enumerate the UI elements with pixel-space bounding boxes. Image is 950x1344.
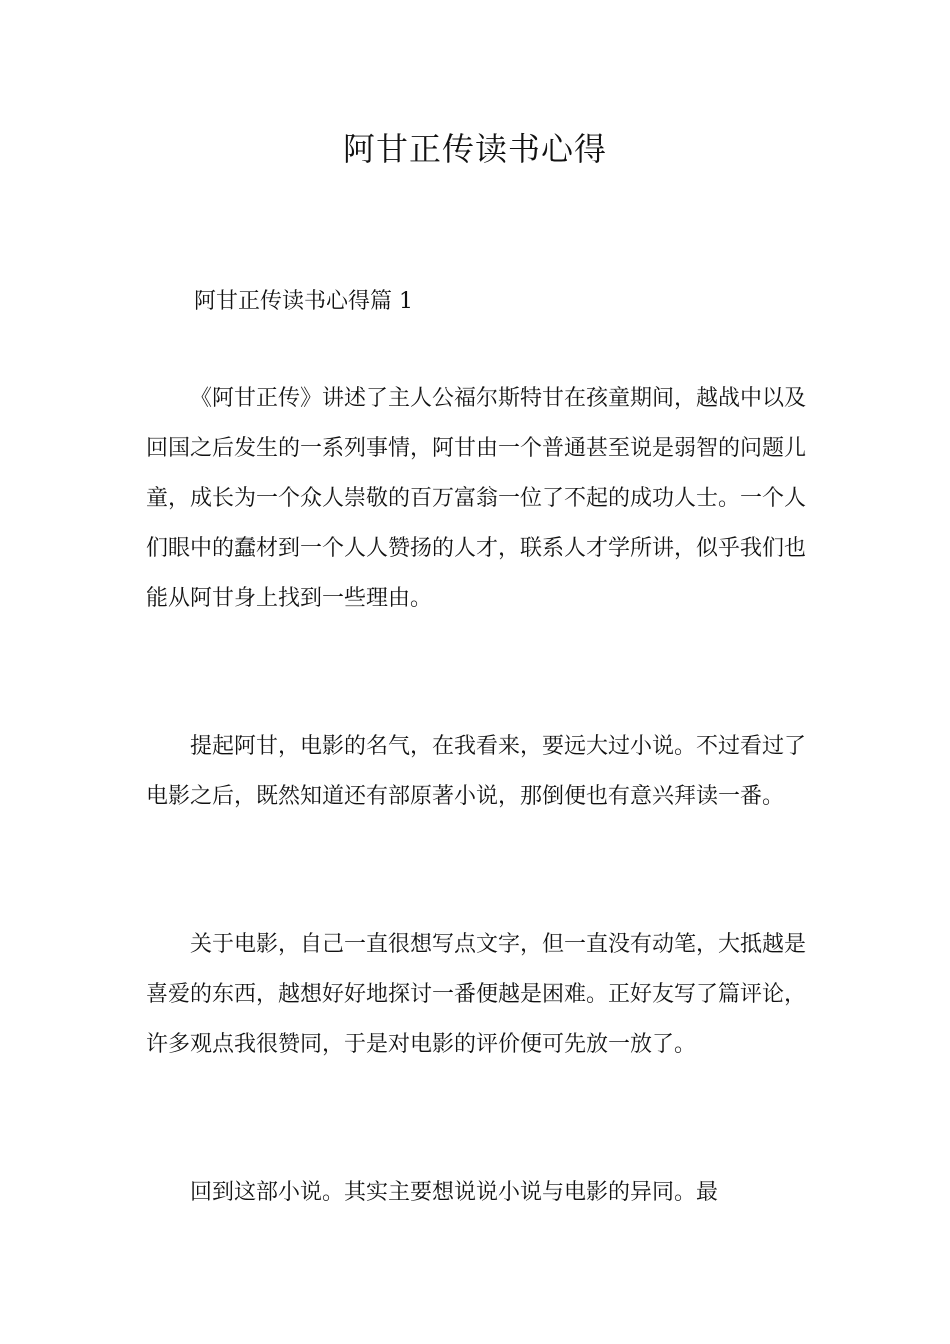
paragraph-4: 回到这部小说。其实主要想说说小说与电影的异同。最 (190, 1180, 719, 1205)
paragraph-1: 《阿甘正传》讲述了主人公福尔斯特甘在孩童期间，越战中以及回国之后发生的一系列事情，阿甘由一个普通甚至说是弱智的问题儿童，成长为一个众人崇敬的百万富翁一位了不起的成功人士。一个人们眼中的蠢材到一个人人赞扬的人才，联系人才学所讲，似乎我们也能从阿甘身上找到一些理由。 (146, 386, 807, 611)
section-heading: 阿甘正传读书心得篇 1 (194, 289, 413, 314)
paragraph-2: 提起阿甘，电影的名气，在我看来，要远大过小说。不过看过了电影之后，既然知道还有部原著小说，那倒便也有意兴拜读一番。 (146, 734, 807, 809)
paragraph-3: 关于电影，自己一直很想写点文字，但一直没有动笔，大抵越是喜爱的东西，越想好好地探讨一番便越是困难。正好友写了篇评论，许多观点我很赞同，于是对电影的评价便可先放一放了。 (146, 932, 807, 1057)
document-title: 阿甘正传读书心得 (342, 130, 607, 168)
